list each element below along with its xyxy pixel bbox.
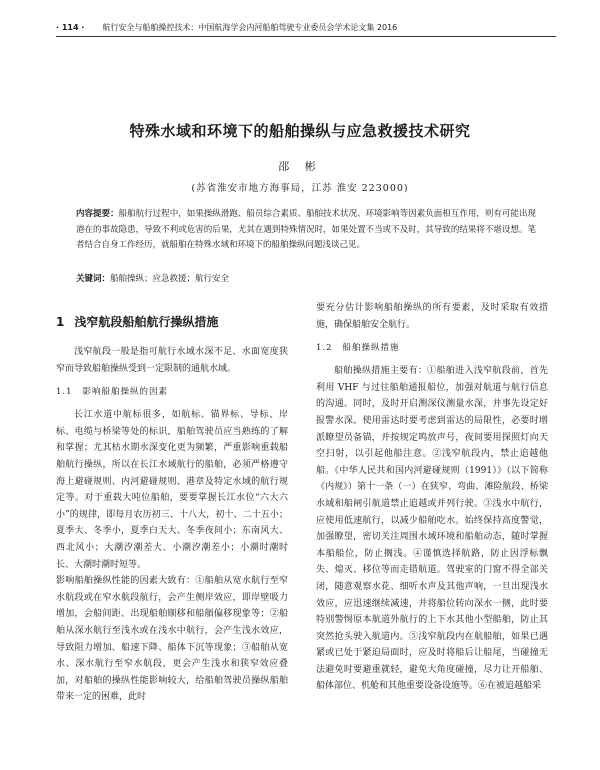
keywords — [76, 272, 536, 287]
running-header — [56, 22, 556, 37]
subsection-title: 影响船舶操纵的因素 — [82, 387, 169, 398]
keywords-text: 船舶操纵；应急救援；航行安全 — [110, 274, 230, 284]
subsection-number: 1.1 — [56, 387, 73, 398]
section-heading — [56, 314, 288, 330]
subsection-title: 船舶操纵措施 — [342, 343, 400, 354]
body-paragraph: 船舶操纵措施主要有：①船舶进入浅窄航段前，首先利用 VHF 与过往船舶通报船位，加强对航道与航行信息的沟通。同时，及时开启测深仪测量水深，并事先设定好报警水深。使用雷达时要考虑到雷达的局限性，必要时增派瞭望员备锚，并按规定鸣放声号，夜间要用探照灯向天空扫射，以引起他船注意。②浅窄航段内，禁止追越他船。《中华人民共和国内河避碰规则（1991）》（以下简称《内规》）第十一条（一）在狭窄、弯曲、滩险航段、桥梁水域和船闸引航道禁止追越或并列行驶。③浅水中航行，应使用低速航行，以减少船舶吃水。始终保持高度警觉，加强瞭望，密切关注周围水域环境和船舶动态，随时掌握本船船位，防止搁浅。④谨慎选择航路，防止因浮标飘失、熄灭、移位等而走错航道。驾驶室的门窗不得全部关闭，随意观察水花、细听水声及其他声响，一旦出现浅水效应，应迅速继续减速，并将船位转向深水一侧，此时要特别警惕原本航道外航行的上下水其他小型船舶，防止其突然抢头驶入航道内。⑤浅窄航段内在航船舶，如果已遇紧或已处于紧迫局面时，应及时将船后让船尾，当碰撞无法避免时要避重就轻，避免大角度碰撞，尽力让开船舶、船体部位、机舱和其他重要设备设施等。⑥在被追越船采 — [316, 366, 548, 692]
page-number: · 114 · — [56, 23, 85, 32]
body-paragraph: 影响船舶操纵性能的因素大致有：①船舶从宽水航行至窄水航段或在窄水航段航行，会产生侧岸效应，即岸壁吸力增加，会船间距、出现船舶顺移和船艏偏移现象等；②船舶从深水航行至浅水或在浅水中航行，会产生浅水效应，导致阻力增加、船速下降、船体下沉等现象；③船舶从宽水、深水航行至窄水航段，更会产生浅水和狭窄效应叠加，对船舶的操纵性能影响较大，给船舶驾驶员操纵船舶带来一定的困难，此时 — [56, 576, 288, 703]
body-paragraph: 长江水道中航标很多，如航标、锚界标、导标、岸标、电缆与桥梁等处的标识，船舶驾驶员应当熟练的了解和掌握；尤其枯水期水深变化更为频繁，严重影响重载船舶航行操纵，所以在长江水域航行的船舶，必须严格遵守海上避碰规则、内河避碰规则、港章及特定水域的航行规定等。对于重载大吨位船舶，要要掌握长江水位“六大六小”的规律，即每月农历初三、十八大，初十、二十五小；夏季大、冬季小，夏季白天大、冬季夜间小；东南风大、西北风小；大潮汐潮差大、小潮汐潮差小；小潮时潮时长、大潮时潮时短等。 — [56, 410, 288, 570]
keywords-label: 关键词： — [76, 274, 111, 284]
abstract — [76, 207, 536, 254]
abstract-label: 内容提要： — [76, 209, 119, 219]
section-title: 浅窄航段船舶航行操纵措施 — [74, 315, 219, 329]
section-number: 1 — [56, 315, 65, 329]
running-title: 航行安全与船舶操控技术：中国航海学会内河船舶驾驶专业委员会学术论文集 2016 — [102, 23, 398, 32]
body-paragraph: 要充分估计影响船舶操纵的所有要素，及时采取有效措施，确保船舶安全航行。 — [316, 303, 548, 330]
right-column — [316, 300, 548, 695]
subsection-heading — [316, 341, 548, 355]
author-affiliation: (苏省淮安市地方海事局，江苏 淮安 223000) — [191, 183, 409, 194]
body-paragraph: 浅窄航段一般是指可航行水域水深不足、水面宽度狭窄而导致船舶操纵受到一定限制的通航水域。 — [56, 347, 288, 374]
author-name: 邵 彬 — [278, 160, 322, 173]
paper-title: 特殊水域和环境下的船舶操纵与应急救援技术研究 — [129, 122, 471, 140]
subsection-number: 1.2 — [316, 343, 333, 354]
left-column — [56, 300, 288, 706]
subsection-heading — [56, 385, 288, 399]
abstract-text: 船舶航行过程中，如果操纵滑跑、船员综合素质、船舶技术状况、环境影响等因素负面相互作用，则有可能出现港在的事故隐患，导致不利或危害的后果，尤其在遇到特殊情况时，如果处置不当或不及时，其导致的结果将不堪设想。笔者结合自身工作经历，就船舶在特殊水域和环境下的船舶操纵问题浅谈己见。 — [76, 209, 536, 250]
